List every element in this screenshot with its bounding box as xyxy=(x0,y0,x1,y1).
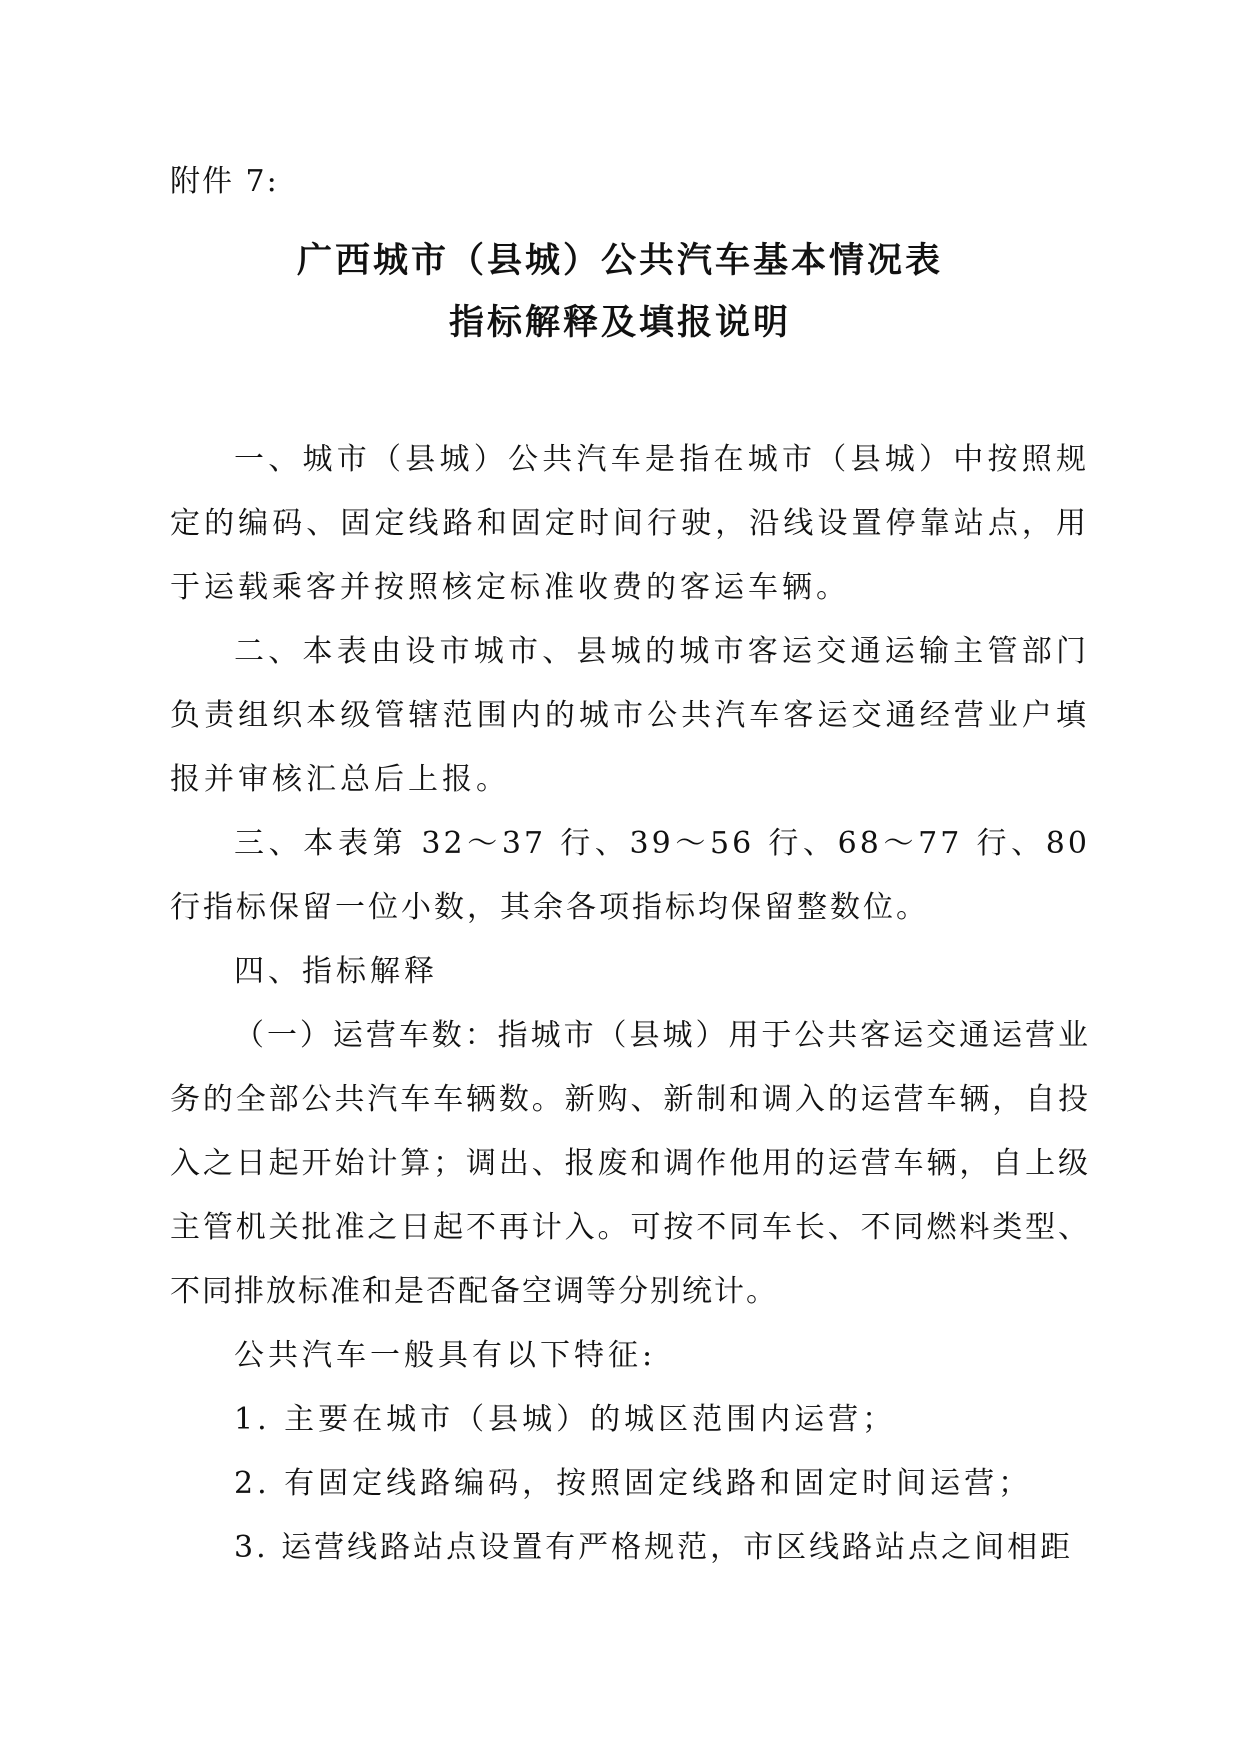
attachment-label: 附件 7: xyxy=(170,164,279,199)
document-body xyxy=(170,428,1090,1580)
paragraph-operating-vehicles: （一）运营车数：指城市（县城）用于公共客运交通运营业务的全部公共汽车车辆数。新购、新制和调入的运营车辆，自投入之日起开始计算；调出、报废和调作他用的运营车辆，自上级主管机关批准之日起不再计入。可按不同车长、不同燃料类型、不同排放标准和是否配备空调等分别统计。 xyxy=(170,1018,1090,1309)
list-item-feature-1: 1. 主要在城市（县城）的城区范围内运营； xyxy=(234,1402,897,1437)
section-heading-indicators: 四、指标解释 xyxy=(234,954,438,989)
paragraph-decimal-rule: 三、本表第 32～37 行、39～56 行、68～77 行、80 行指标保留一位小数，其余各项指标均保留整数位。 xyxy=(170,826,1090,925)
paragraph-responsibility: 二、本表由设市城市、县城的城市客运交通运输主管部门负责组织本级管辖范围内的城市公共汽车客运交通经营业户填报并审核汇总后上报。 xyxy=(170,634,1090,797)
list-item-feature-3: 3. 运营线路站点设置有严格规范，市区线路站点之间相距 xyxy=(234,1530,1074,1565)
paragraph-features-intro: 公共汽车一般具有以下特征: xyxy=(234,1338,657,1373)
document-title-line-2: 指标解释及填报说明 xyxy=(448,303,791,343)
paragraph-definition: 一、城市（县城）公共汽车是指在城市（县城）中按照规定的编码、固定线路和固定时间行驶，沿线设置停靠站点，用于运载乘客并按照核定标准收费的客运车辆。 xyxy=(170,442,1090,605)
list-item-feature-2: 2. 有固定线路编码，按照固定线路和固定时间运营； xyxy=(234,1466,1033,1501)
document-title-line-1: 广西城市（县城）公共汽车基本情况表 xyxy=(296,241,943,281)
